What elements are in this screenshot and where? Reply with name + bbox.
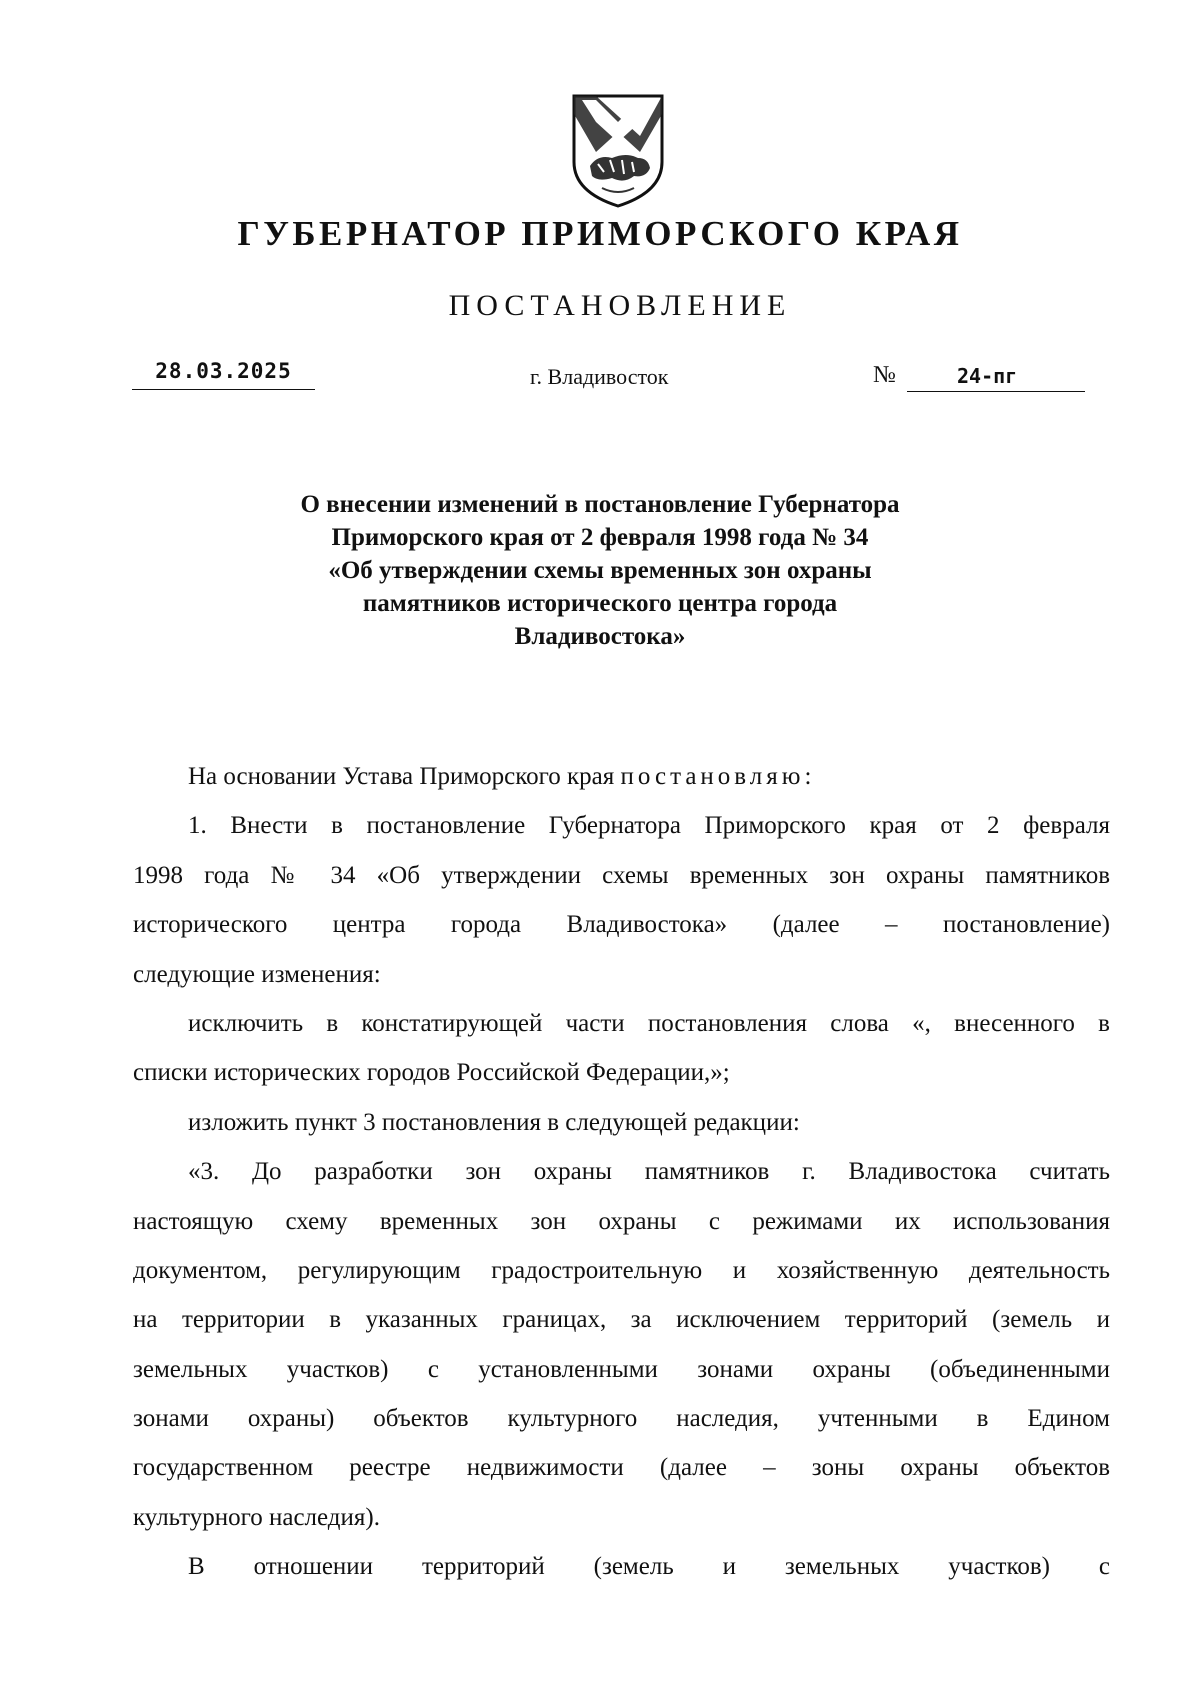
- body-line: государственном реестре недвижимости (далее – зоны охраны объектов: [133, 1454, 1110, 1482]
- intro-spaced-word: постановляю: [620, 763, 805, 790]
- intro-prefix: На основании Устава Приморского края: [188, 763, 621, 790]
- subject-line: Приморского края от 2 февраля 1998 года № 34: [331, 524, 869, 551]
- body-line: земельных участков) с установленными зонами охраны (объединенными: [133, 1355, 1110, 1383]
- body-line: изложить пункт 3 постановления в следующей редакции:: [188, 1108, 800, 1136]
- document-number: 24-пг: [907, 356, 1085, 392]
- subject-line: Владивостока»: [514, 623, 686, 650]
- body-line: настоящую схему временных зон охраны с режимами их использования: [133, 1207, 1110, 1235]
- body-line: культурного наследия).: [133, 1503, 380, 1531]
- document-body: [133, 752, 1110, 1592]
- document-subject: [240, 488, 960, 653]
- org-title: ГУБЕРНАТОР ПРИМОРСКОГО КРАЯ: [237, 214, 963, 253]
- body-line: «3. До разработки зон охраны памятников г. Владивостока считать: [188, 1158, 1110, 1186]
- document-city: г. Владивосток: [530, 364, 669, 389]
- body-line: 1. Внести в постановление Губернатора Приморского края от 2 февраля: [188, 812, 1110, 840]
- body-line: В отношении территорий (земель и земельных участков) с: [188, 1553, 1110, 1581]
- document-type: ПОСТАНОВЛЕНИЕ: [448, 289, 792, 322]
- body-line: исключить в констатирующей части постановления слова «, внесенного в: [188, 1009, 1110, 1037]
- subject-line: О внесении изменений в постановление Губернатора: [300, 491, 900, 518]
- body-line: списки исторических городов Российской Федерации,»;: [133, 1059, 730, 1087]
- body-line: 1998 года № 34 «Об утверждении схемы временных зон охраны памятников: [133, 861, 1110, 889]
- body-line: документом, регулирующим градостроительную и хозяйственную деятельность: [133, 1256, 1110, 1284]
- coat-of-arms-icon: [568, 92, 668, 210]
- body-line: зонами охраны) объектов культурного наследия, учтенными в Едином: [133, 1405, 1110, 1433]
- body-line: исторического центра города Владивостока» (далее – постановление): [133, 911, 1110, 939]
- body-line: на территории в указанных границах, за исключением территорий (земель и: [133, 1306, 1110, 1334]
- number-sign: №: [873, 362, 896, 388]
- subject-line: «Об утверждении схемы временных зон охраны: [328, 557, 872, 584]
- intro-paragraph: [133, 752, 1110, 801]
- body-line: следующие изменения:: [133, 960, 381, 988]
- subject-line: памятников исторического центра города: [362, 590, 838, 617]
- intro-suffix: :: [804, 763, 812, 790]
- document-date: 28.03.2025: [132, 353, 315, 390]
